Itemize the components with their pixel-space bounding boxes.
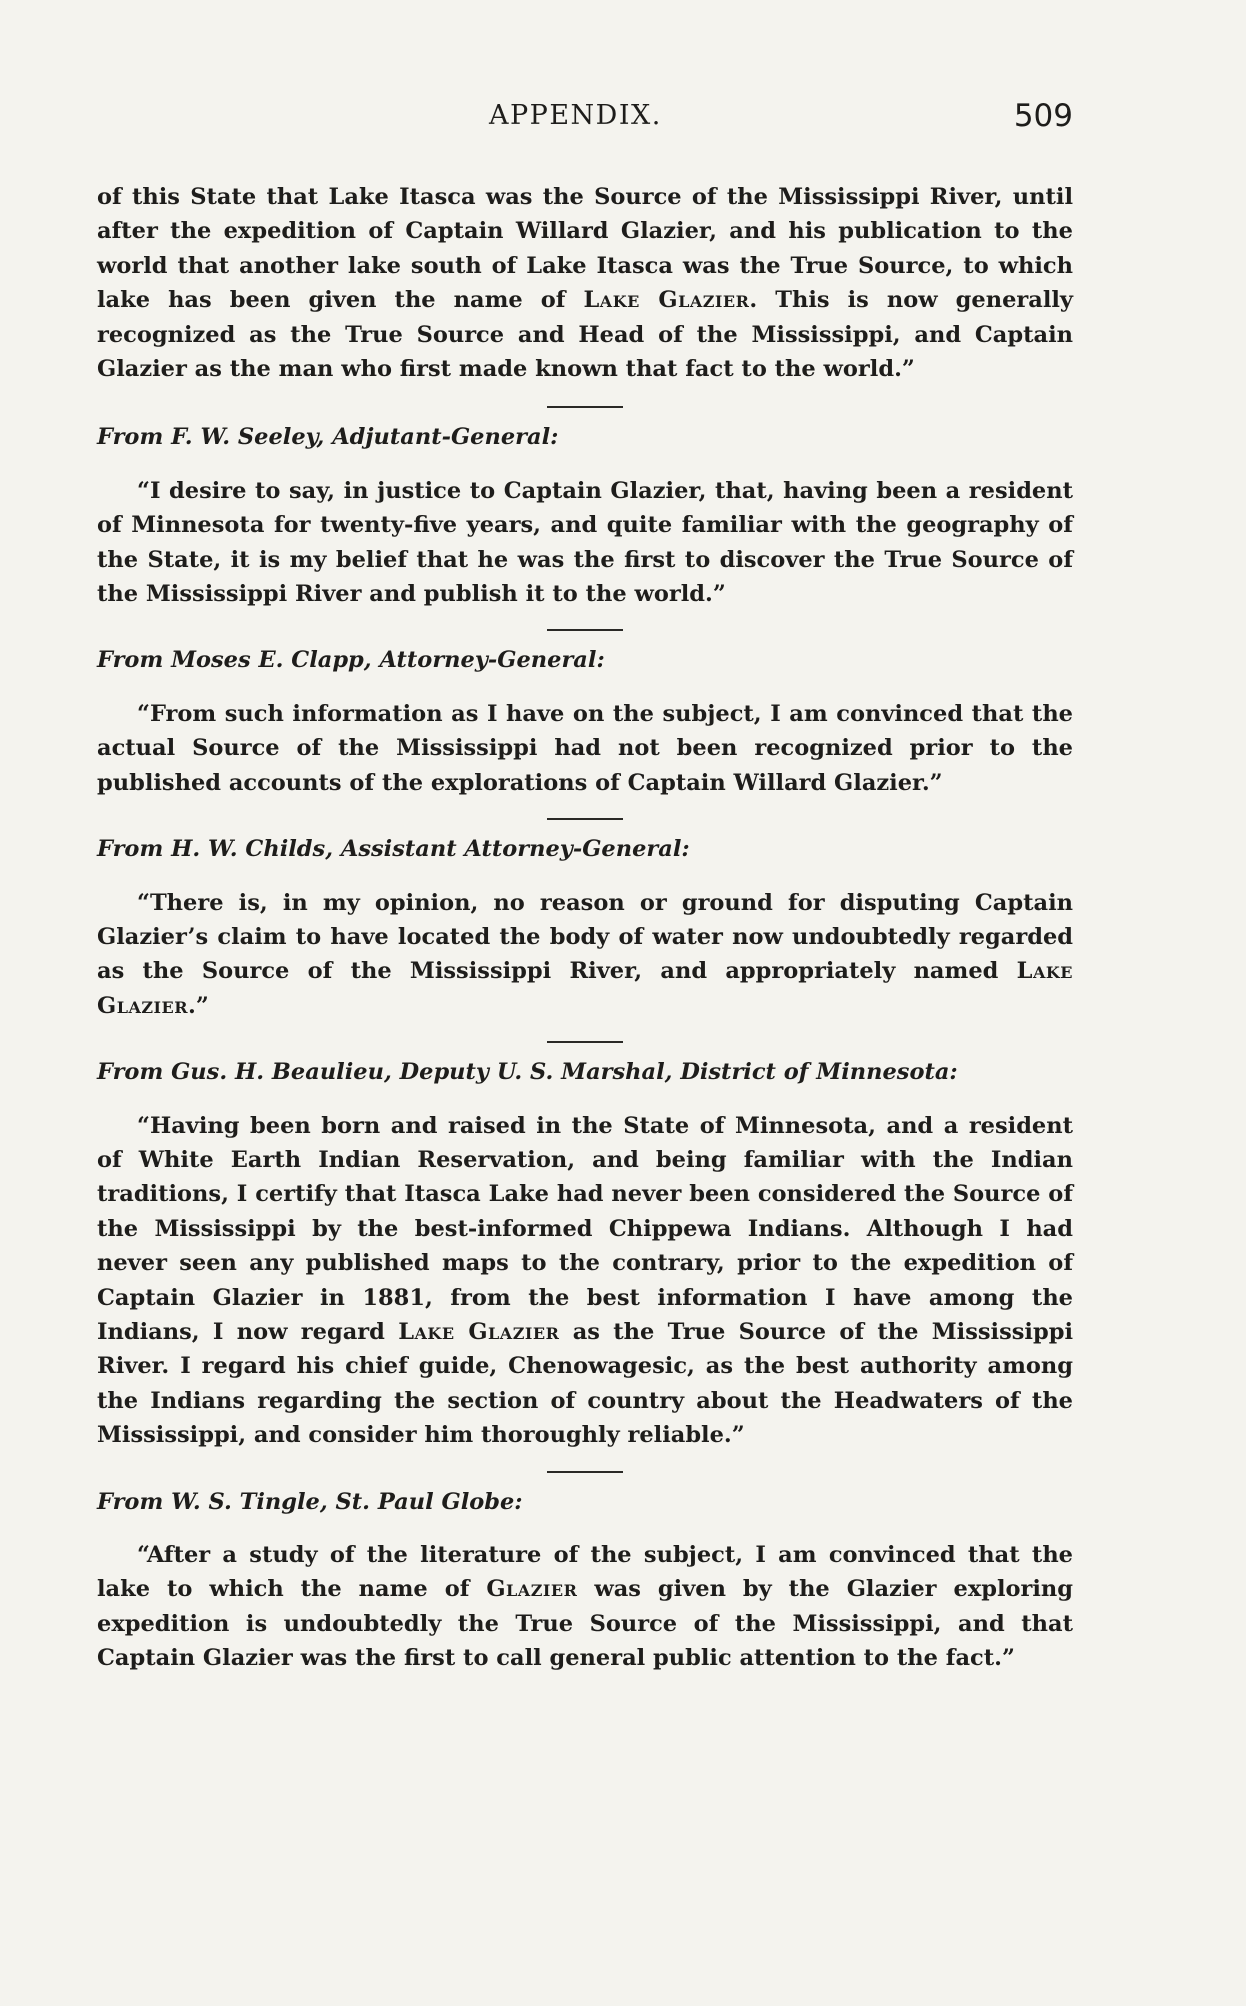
text-span: “There is, in my opinion, no reason or ground for disputing Captain Glazier’s claim to have located the body of water now undoubtedly regarded as the Source of the Mississippi River, and appropriately named <box>97 889 1073 985</box>
attribution: From Moses E. Clapp, Attorney-General: <box>97 647 605 674</box>
small-caps-name: Glazier <box>486 1576 578 1603</box>
page-body <box>97 180 1073 1676</box>
letter-text <box>97 886 1073 1024</box>
attribution: From Gus. H. Beaulieu, Deputy U. S. Marshal, District of Minnesota: <box>97 1059 958 1086</box>
page-header <box>97 98 1073 142</box>
small-caps-name: Lake Glazier <box>583 287 750 314</box>
attribution: From W. S. Tingle, St. Paul Globe: <box>97 1488 523 1515</box>
running-head: APPENDIX. <box>489 100 662 131</box>
section-rule <box>547 1041 623 1043</box>
section-rule <box>547 406 623 408</box>
letter-text <box>97 1109 1073 1453</box>
text-span: . This is now generally recognized as the True Source and Head of the Mississippi, and Captain Glazier as the man who first made known that fact to the world.” <box>97 287 1073 383</box>
section-rule <box>547 629 623 631</box>
text-span: as the True Source of the Mississippi River. I regard his chief guide, Chenowagesic, as the best authority among the Indians regarding the section of country about the Headwaters of the Mississippi, and consider him thoroughly reliable.” <box>97 1318 1073 1449</box>
continued-paragraph <box>97 180 1073 386</box>
letter-text: “I desire to say, in justice to Captain Glazier, that, having been a resident of Minnesota for twenty-five years, and quite familiar with the geography of the State, it is my belief that he was the first to discover the True Source of the Mississippi River and publish it to the world.” <box>97 477 1073 608</box>
attribution: From H. W. Childs, Assistant Attorney-General: <box>97 836 690 863</box>
text-span: was given by the Glazier exploring expedition is undoubtedly the True Source of the Mississippi, and that Captain Glazier was the first to call general public attention to the fact.” <box>97 1576 1074 1672</box>
letter-text: “From such information as I have on the subject, I am convinced that the actual Source of the Mississippi had not been recognized prior to the published accounts of the explorations of Captain Willard Glazier.” <box>97 700 1073 796</box>
text-span: “Having been born and raised in the State of Minnesota, and a resident of White Earth Indian Reservation, and being familiar with the Indian traditions, I certify that Itasca Lake had never been considered the Source of the Mississippi by the best-informed Chippewa Indians. Although I had never seen any published maps to the contrary, prior to the expedition of Captain Glazier in 1881, from the best information I have among the Indians, I now regard <box>97 1112 1073 1345</box>
text-span: .” <box>188 992 209 1019</box>
small-caps-name: Lake Glazier <box>398 1318 560 1345</box>
letter-clapp <box>97 643 1073 800</box>
letter-tingle <box>97 1485 1073 1676</box>
section-rule <box>547 818 623 820</box>
letter-childs <box>97 832 1073 1023</box>
letter-beaulieu <box>97 1055 1073 1452</box>
letter-seeley <box>97 420 1073 611</box>
attribution: From F. W. Seeley, Adjutant-General: <box>97 424 559 451</box>
small-caps-name: Lake Glazier <box>97 958 1073 1019</box>
letter-text <box>97 1538 1073 1676</box>
page-number: 509 <box>1013 98 1073 134</box>
section-rule <box>547 1471 623 1473</box>
text-span: “After a study of the literature of the subject, I am convinced that the lake to which the name of <box>97 1542 1073 1603</box>
text-span: of this State that Lake Itasca was the Source of the Mississippi River, until after the expedition of Captain Willard Glazier, and his publication to the world that another lake south of Lake Itasca was the True Source, to which lake has been given the name of <box>97 184 1073 314</box>
paragraph-text <box>97 180 1073 386</box>
